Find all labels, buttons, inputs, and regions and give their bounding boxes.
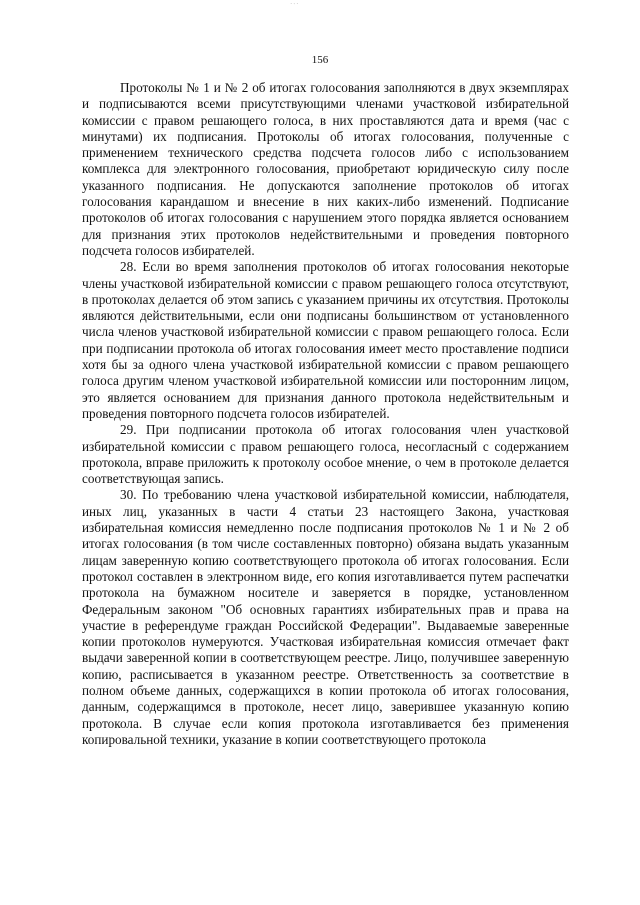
page-number: 156 [311,54,329,66]
paragraph-30: 30. По требованию члена участковой избирательной комиссии, наблюдателя, иных лиц, указанных в части 4 статьи 23 настоящего Закона, участковая избирательная комиссия немедленно после подписания протоколов № 1 и № 2 об итогах голосования (в том числе составленных повторно) обязана выдать указанным лицам заверенную копию соответствующего протокола об итогах голосования. Если протокол составлен в электронном виде, его копия изготавливается путем распечатки протокола на бумажном носителе и заверяется в порядке, установленном Федеральным законом "Об основных гарантиях избирательных прав и права на участие в референдуме граждан Российской Федерации". Выдаваемые заверенные копии протоколов нумеруются. Участковая избирательная комиссия отмечает факт выдачи заверенной копии в соответствующем реестре. Лицо, получившее заверенную копию, расписывается в указанном реестре. Ответственность за соответствие в полном объеме данных, содержащихся в копии протокола об итогах голосования, данным, содержащимся в протоколе, несет лицо, заверившее указанную копию протокола. В случае если копия протокола изготавливается без применения копировальной техники, указание в копии соответствующего протокола [82,487,569,747]
paragraph-28: 28. Если во время заполнения протоколов об итогах голосования некоторые члены участковой избирательной комиссии с правом решающего голоса отсутствуют, в протоколах делается об этом запись с указанием причины их отсутствия. Протоколы являются действительными, если они подписаны большинством от установленного числа членов участковой избирательной комиссии с правом решающего голоса. Если при подписании протокола об итогах голосования имеет место проставление подписи хотя бы за одного члена участковой избирательной комиссии с правом решающего голоса другим членом участковой избирательной комиссии или посторонним лицом, это является основанием для признания данного протокола недействительным и проведения повторного подсчета голосов избирателей. [82,259,569,421]
paragraph-29: 29. При подписании протокола об итогах голосования член участковой избирательной комиссии с правом решающего голоса, несогласный с содержанием протокола, вправе приложить к протоколу особое мнение, о чем в протоколе делается соответствующая запись. [82,422,569,487]
paragraph-voting-protocols: Протоколы № 1 и № 2 об итогах голосования заполняются в двух экземплярах и подписываются всеми присутствующими членами участковой избирательной комиссии с правом решающего голоса, в них проставляются дата и время (час с минутами) их подписания. Протоколы об итогах голосования, полученные с применением технического средства подсчета голосов либо с использованием комплекса для электронного голосования, приобретают юридическую силу после указанного подписания. Не допускаются заполнение протоколов об итогах голосования карандашом и внесение в них каких-либо изменений. Подписание протоколов об итогах голосования с нарушением этого порядка является основанием для признания этих протоколов недействительными и проведения повторного подсчета голосов избирателей. [82,80,569,258]
scan-artifact: ·∙· [290,0,300,8]
document-body [82,80,569,748]
